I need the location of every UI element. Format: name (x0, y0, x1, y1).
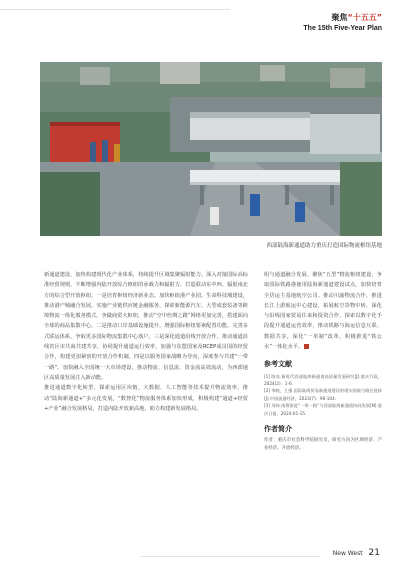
header-subtitle: The 15th Five-Year Plan (303, 25, 382, 32)
header-prefix: 聚焦 (331, 13, 348, 22)
right-paragraph-text: 组与通道融合发展。聚焦“五型”物流枢纽建设，争取国际铁路港使用陆海新通道建设试点，加快培育全货运主基地航空公司。推动川渝物流合作，推进长江上游航运中心建设，拓展航空货物中转，深化与沿线国家贸易往来和投资合作，探索以数字化手段提升通道运营效率，推动铁路与海运信息互联、数据共享，深化“一单制”改革，积极推进“铁公水”一体化水平。 (264, 272, 382, 351)
publication-name: New West (332, 550, 363, 557)
references-heading: 参考文献 (264, 360, 292, 369)
header-topic: “十五五” (347, 13, 382, 22)
reference-item: [3] 刘伟.统筹推进“一带一路”与西部陆海新通道协同发展[N].重庆日报，2024-01-15. (264, 403, 382, 416)
left-paragraph-1: 新通道建设，加快构建现代化产业体系，持续提升区域集聚辐射能力。深入对接国际高标准经贸规则，不断增强内陆开放综合枢纽的承载力和辐射力，打造联动东中西、辐射南北方的综合型开放枢纽。一是培育枢纽经济新业态。加快枢纽港产业园、生命科技城建设，推动港产城融合发展。实施产业链供应链金融服务，探索新能源汽车、大型成套装备等跨境物流一体化服务模式。争做商贸大枢纽，推动“空中丝绸之路”网络更加完善，搭建面向全球的商品集散中心。二是推动口岸基础设施提升，增强国际枢纽要素配置功能。完善多式联运体系，争取更多国际物流集散中心落户。三是深化通道沿线开放合作。推动通道沿线省区市共商共建共享，协同提升通道运行效率，加强与东盟国家及RCEP成员国的经贸合作，构建更加紧密的开放合作机制。四是以服务国家战略为导向，深度参与共建“一带一路”。加快融入全国统一大市场建设，推动物流、信息流、资金流高效流动，为西部地区高质量发展注入新动能。 (44, 272, 248, 381)
right-paragraph (264, 270, 382, 352)
aerial-logistics-photo (40, 62, 382, 236)
header-title (303, 12, 382, 23)
photo-illustration (40, 62, 382, 236)
author-heading: 作者简介 (264, 425, 292, 434)
left-paragraph-2: 推进通道数字化转型，探索运用区块链、大数据、人工智能等技术提升物流效率，推动“陆海新通道+”多元化发展，“数智化”物流服务体系加快形成，积极构建“通道+经贸+产业”融合发展格局，打造内陆开放新高地，助力构建新发展格局。 (44, 385, 248, 412)
left-column (44, 270, 248, 414)
author-bio: 作者：重庆市社会科学院研究员，研究方向为区域经济、产业经济、开放经济。 (264, 438, 382, 452)
page-header (303, 12, 382, 32)
right-column (264, 270, 382, 453)
page-footer (333, 548, 380, 558)
page-number: 21 (368, 548, 380, 558)
footer-rule (140, 556, 320, 557)
reference-item: [1] 陈亮.新时代西部陆海新通道高质量发展研究[J].重庆行政，2024(2)：1-6. (264, 373, 382, 387)
end-mark-icon (304, 344, 309, 349)
reference-item: [2] 李晓，王强.国际陆海贸易新通道建设的现实困境与路径选择[J].中国流通经济，2023(7)：96-104. (264, 388, 382, 401)
header-rule (0, 9, 230, 10)
photo-caption: 西部陆海新通道助力重庆打造国际物流枢纽基地 (266, 243, 382, 249)
